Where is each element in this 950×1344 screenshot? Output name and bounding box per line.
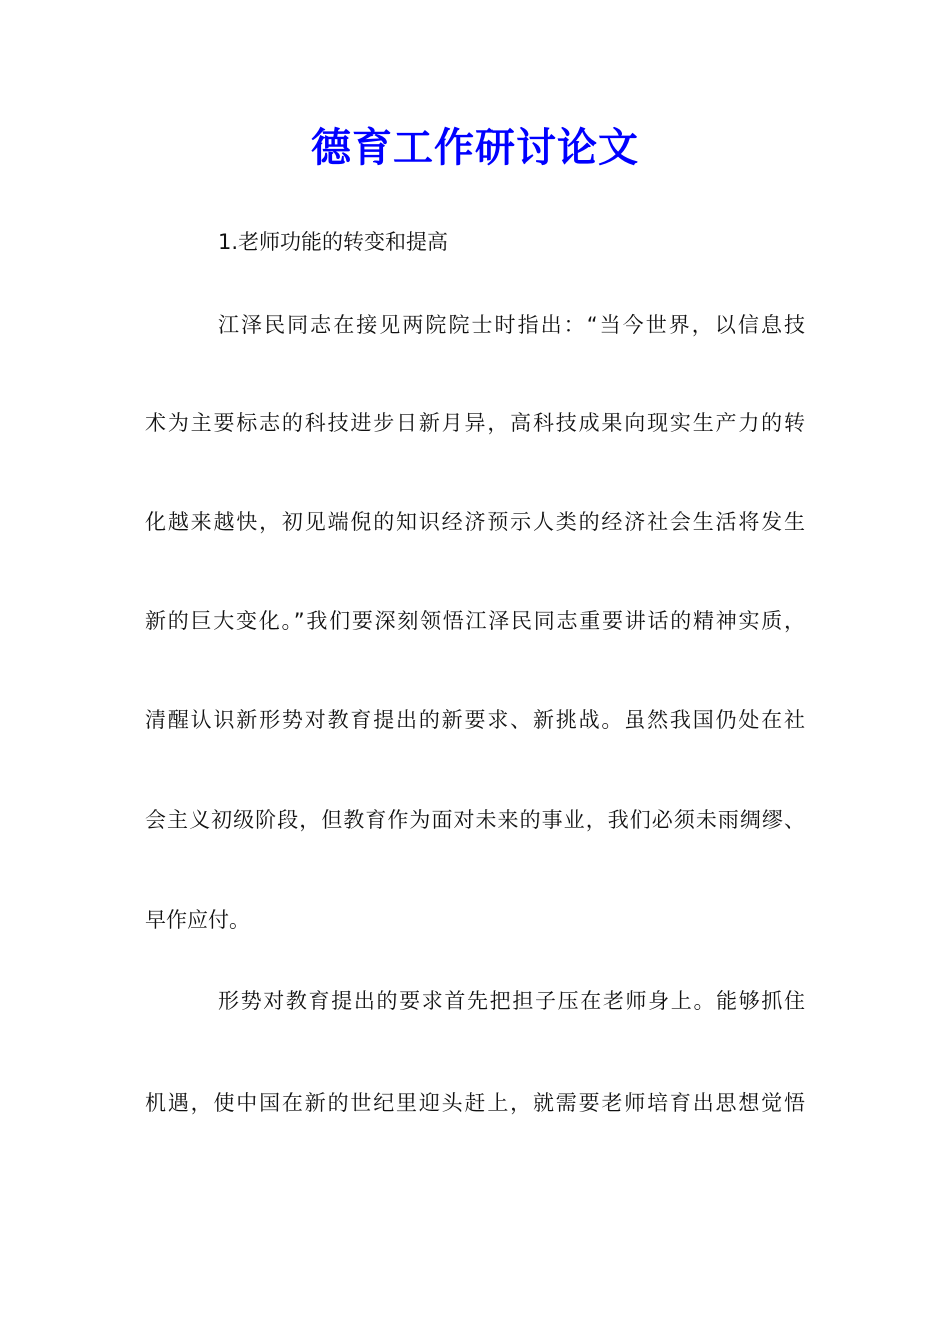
paragraph-1-line-6: 会主义初级阶段，但教育作为面对未来的事业，我们必须未雨绸缪、 [145,808,805,832]
section-heading: 1.老师功能的转变和提高 [218,230,449,254]
paragraph-1-line-7: 早作应付。 [145,908,250,932]
paragraph-1-line-1: 江泽民同志在接见两院院士时指出：“当今世界，以信息技 [218,313,805,337]
paragraph-2-line-1: 形势对教育提出的要求首先把担子压在老师身上。能够抓住 [218,989,805,1013]
paragraph-2-line-2: 机遇，使中国在新的世纪里迎头赶上，就需要老师培育出思想觉悟 [145,1091,805,1115]
paragraph-1-line-4: 新的巨大变化。”我们要深刻领悟江泽民同志重要讲话的精神实质， [145,609,805,633]
document-title: 德育工作研讨论文 [311,124,639,171]
paragraph-1-line-5: 清醒认识新形势对教育提出的新要求、新挑战。虽然我国仍处在社 [145,708,805,732]
paragraph-1-line-3: 化越来越快，初见端倪的知识经济预示人类的经济社会生活将发生 [145,510,805,534]
paragraph-1-line-2: 术为主要标志的科技进步日新月异，高科技成果向现实生产力的转 [145,411,805,435]
